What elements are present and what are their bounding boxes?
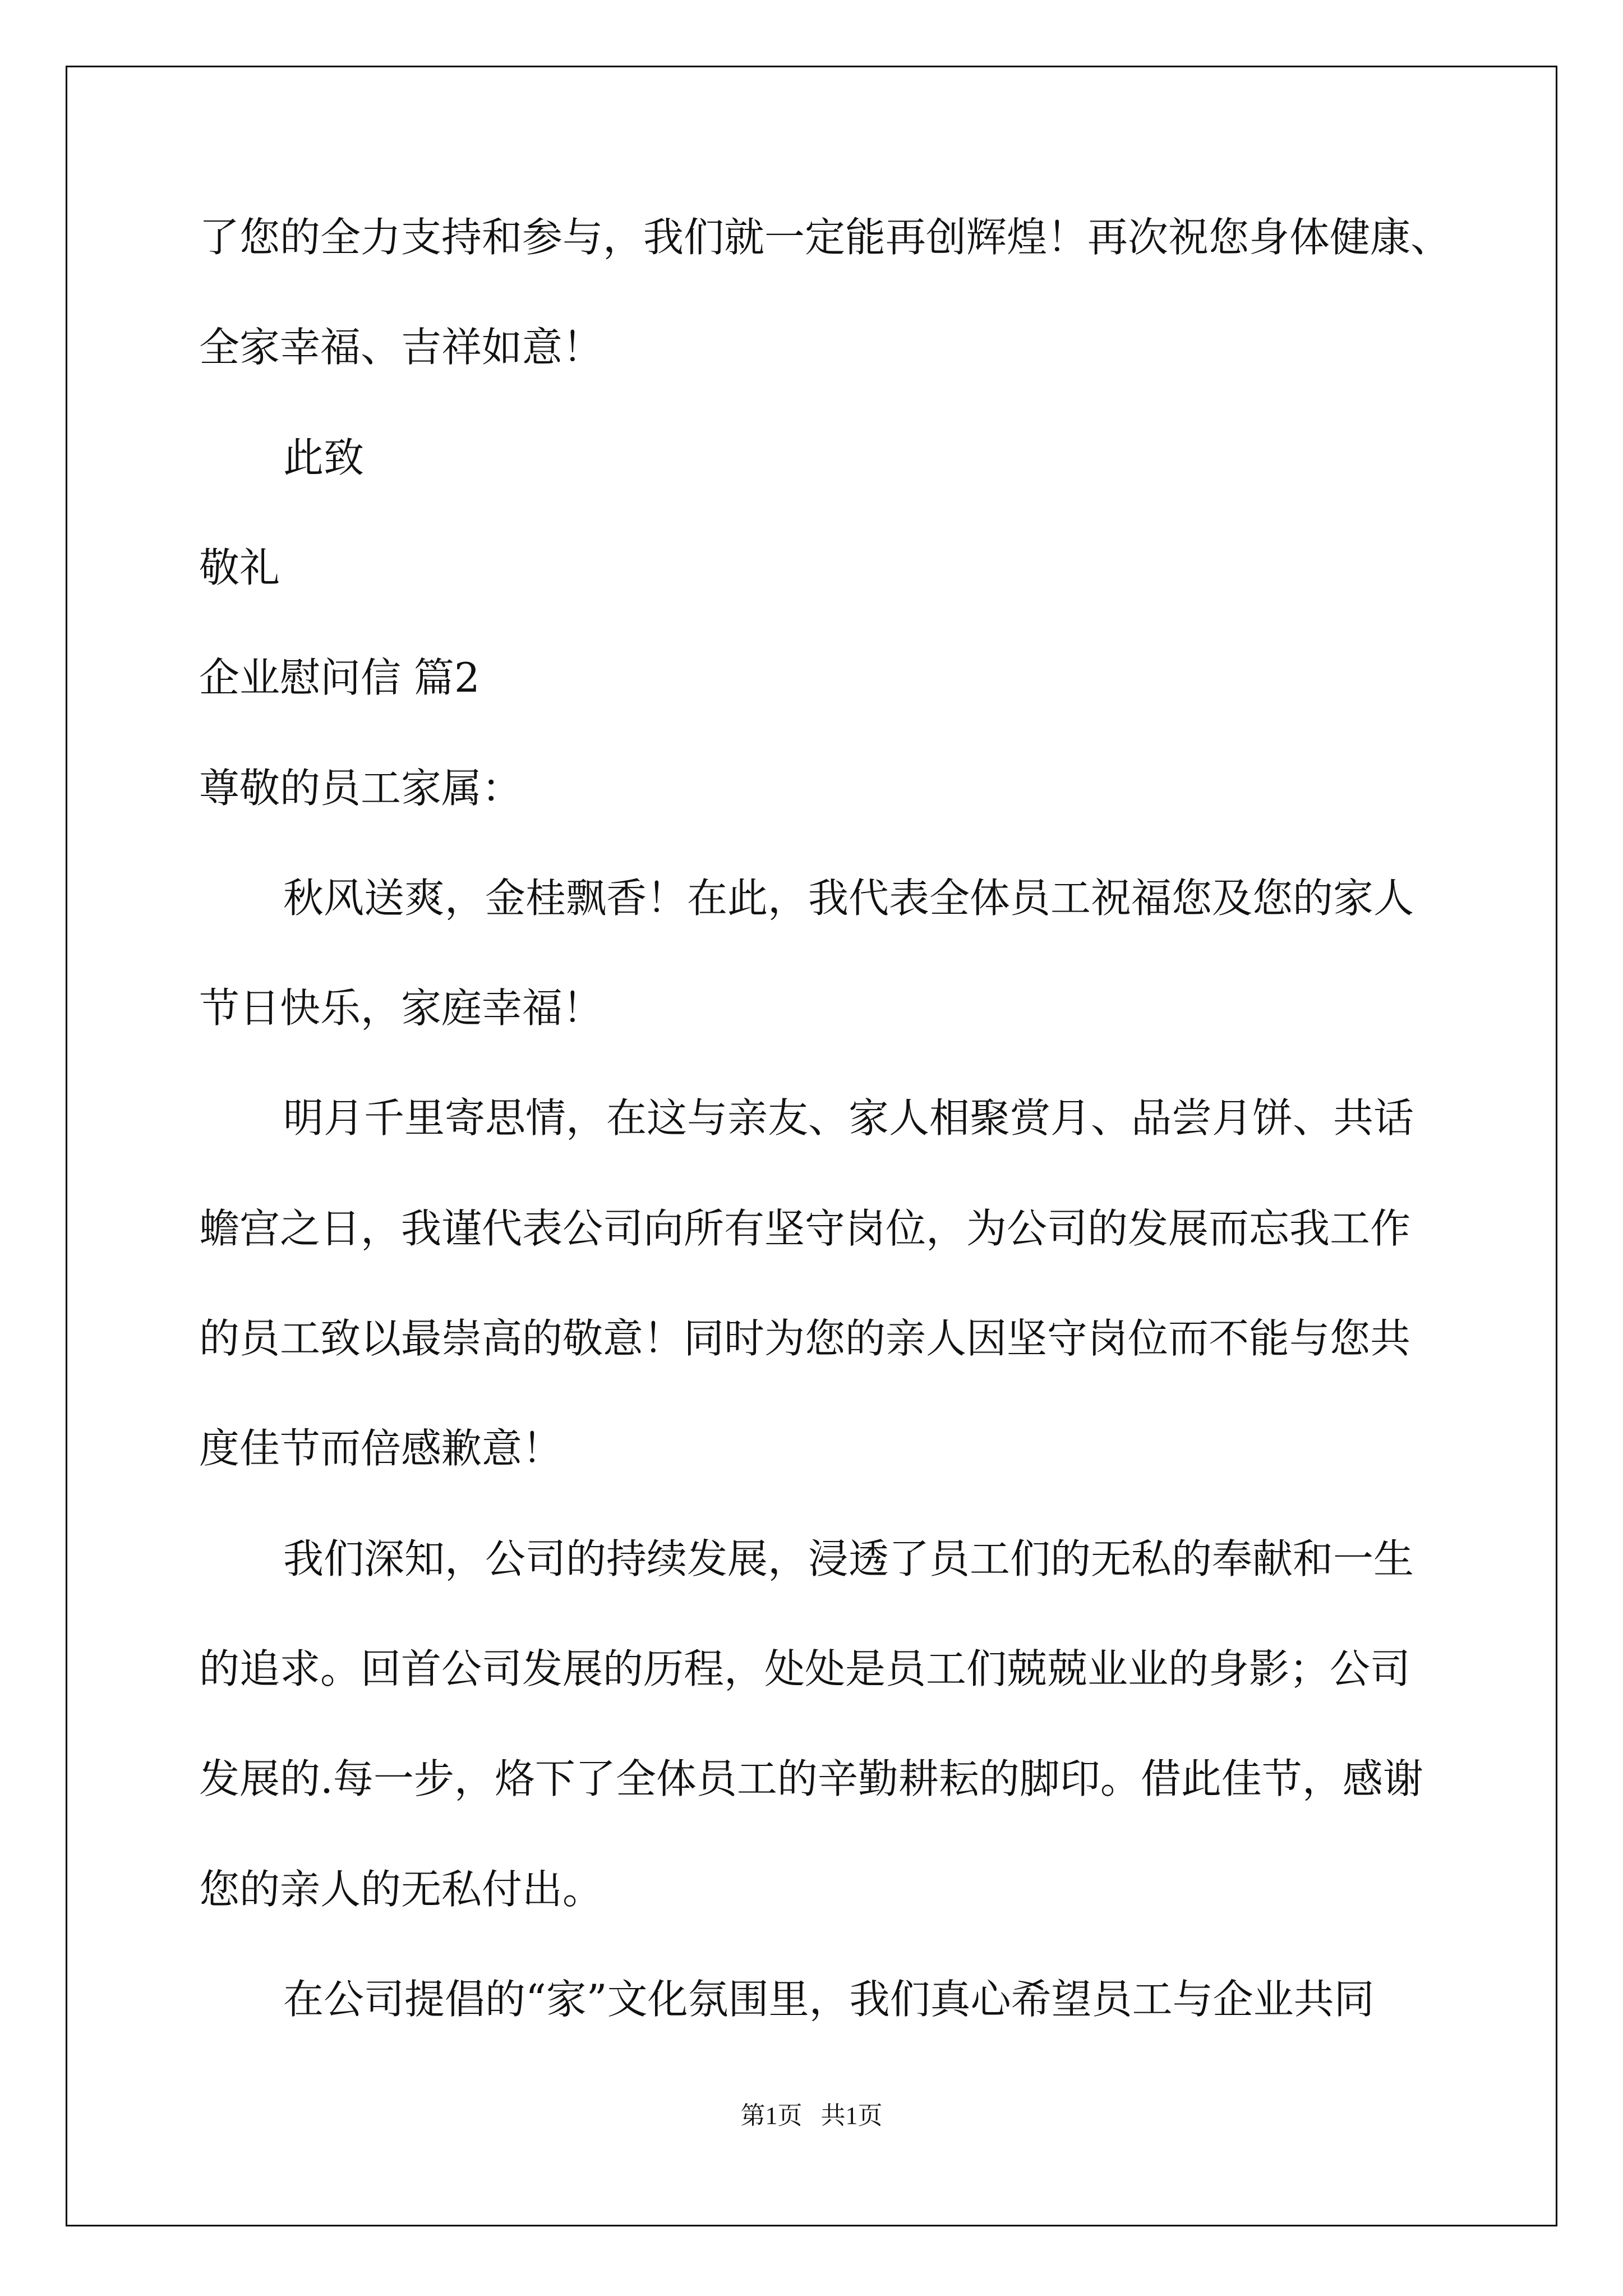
text-line: 的员工致以最崇高的敬意！同时为您的亲人因坚守岗位而不能与您共 xyxy=(199,1315,1411,1362)
text-line: 度佳节而倍感歉意！ xyxy=(199,1425,563,1472)
closing-regards: 敬礼 xyxy=(199,544,280,591)
text-line: 您的亲人的无私付出。 xyxy=(199,1866,603,1913)
text-line: 秋风送爽，金桂飘香！在此，我代表全体员工祝福您及您的家人 xyxy=(283,875,1414,922)
text-line: 蟾宫之日，我谨代表公司向所有坚守岗位，为公司的发展而忘我工作 xyxy=(199,1205,1411,1252)
section-heading: 企业慰问信 篇2 xyxy=(199,654,480,701)
text-line: 的追求。回首公司发展的历程，处处是员工们兢兢业业的身影；公司 xyxy=(199,1645,1411,1692)
text-line: 明月千里寄思情，在这与亲友、家人相聚赏月、品尝月饼、共话 xyxy=(283,1094,1414,1142)
page-number-footer: 第1页 共1页 xyxy=(740,2102,883,2129)
closing-salutation: 此致 xyxy=(283,434,365,481)
text-line: 节日快乐，家庭幸福！ xyxy=(199,984,603,1032)
text-line: 在公司提倡的“家”文化氛围里，我们真心希望员工与企业共同 xyxy=(283,1976,1375,2023)
greeting: 尊敬的员工家属： xyxy=(199,765,523,812)
text-line: 了您的全力支持和参与，我们就一定能再创辉煌！再次祝您身体健康、 xyxy=(199,214,1451,261)
text-line: 全家幸福、吉祥如意！ xyxy=(199,324,603,371)
text-line: 发展的.每一步，烙下了全体员工的辛勤耕耘的脚印。借此佳节，感谢 xyxy=(199,1755,1423,1802)
text-line: 我们深知，公司的持续发展，浸透了员工们的无私的奉献和一生 xyxy=(283,1535,1414,1582)
